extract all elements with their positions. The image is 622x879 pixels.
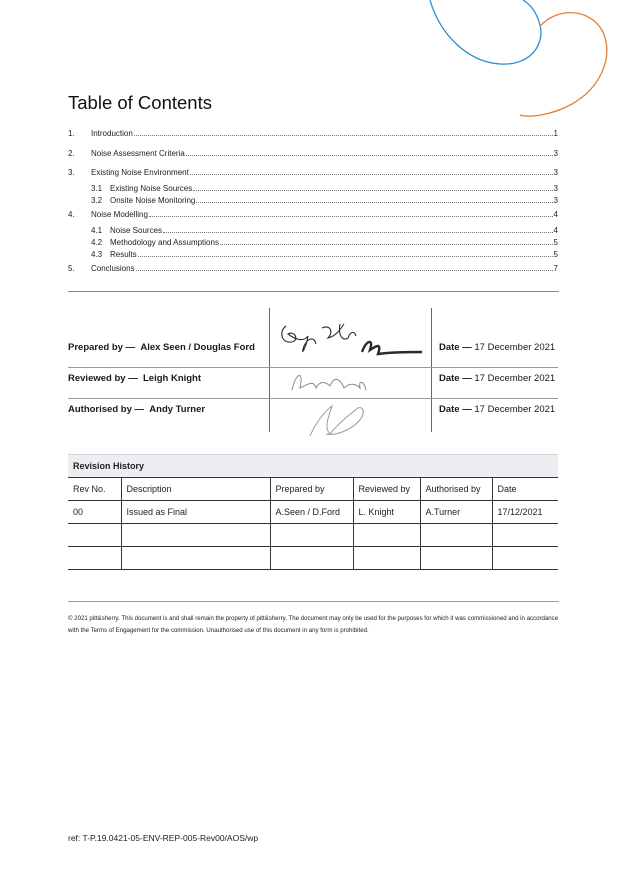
column-header: Prepared by (270, 478, 353, 501)
toc-page: 3 (553, 149, 558, 158)
toc-leader (134, 128, 553, 136)
toc-page: 1 (553, 129, 558, 138)
toc-number: 3.1 (91, 184, 103, 193)
toc-page: 3 (553, 196, 558, 205)
toc-entry[interactable] (68, 195, 558, 206)
column-header: Authorised by (420, 478, 492, 501)
table-cell: L. Knight (353, 501, 420, 524)
toc-leader (196, 195, 552, 203)
table-cell (492, 547, 558, 570)
revision-title: Revision History (68, 455, 558, 478)
toc-leader (136, 263, 553, 271)
toc-entry[interactable] (68, 128, 558, 139)
toc-entry[interactable] (68, 209, 558, 220)
toc-leader (138, 249, 553, 257)
authorised-date: Date — 17 December 2021 (439, 404, 556, 415)
column-header: Reviewed by (353, 478, 420, 501)
toc-entry[interactable] (68, 263, 558, 274)
toc-number: 3.2 (91, 196, 103, 205)
toc-number: 5. (68, 264, 75, 273)
signature-authorised (310, 406, 363, 436)
table-cell (353, 524, 420, 547)
toc-text: Noise Modelling (91, 210, 148, 219)
table-cell (353, 547, 420, 570)
table-cell (121, 524, 270, 547)
table-cell (270, 547, 353, 570)
table-cell: A.Seen / D.Ford (270, 501, 353, 524)
prepared-names: Alex Seen / Douglas Ford (140, 342, 255, 353)
table-cell (68, 524, 121, 547)
prepared-date: Date — 17 December 2021 (439, 342, 556, 353)
table-cell: 00 (68, 501, 121, 524)
toc-page: 7 (553, 264, 558, 273)
table-cell (420, 547, 492, 570)
toc-number: 4.1 (91, 226, 103, 235)
toc-number: 4. (68, 210, 75, 219)
toc-leader (190, 167, 553, 175)
section-divider (68, 291, 559, 292)
toc-page: 3 (553, 168, 558, 177)
reviewed-label: Reviewed by — Leigh Knight (68, 373, 202, 384)
footer-divider (68, 601, 559, 602)
toc-page: 4 (553, 210, 558, 219)
table-cell: Issued as Final (121, 501, 270, 524)
signature-reviewed (292, 375, 366, 390)
toc-text: Introduction (91, 129, 133, 138)
toc-entry[interactable] (68, 183, 558, 194)
orange-curve (520, 13, 607, 116)
signature-prepared (282, 324, 422, 354)
toc-page: 5 (553, 250, 558, 259)
toc-leader (220, 237, 553, 245)
document-reference: ref: T-P.19.0421-05-ENV-REP-005-Rev00/AOS/wp (68, 833, 259, 843)
toc-text: Noise Sources (110, 226, 163, 235)
toc-text: Noise Assessment Criteria (91, 149, 185, 158)
table-cell (68, 547, 121, 570)
prepared-label: Prepared by — Alex Seen / Douglas Ford (68, 342, 255, 353)
toc-text: Existing Noise Sources (110, 184, 193, 193)
revision-header-row (68, 478, 558, 501)
toc-leader (149, 209, 553, 217)
toc-text: Existing Noise Environment (91, 168, 189, 177)
reviewed-date: Date — 17 December 2021 (439, 373, 556, 384)
toc-leader (193, 183, 552, 191)
toc-number: 2. (68, 149, 75, 158)
table-row (68, 501, 558, 524)
toc-title: Table of Contents (68, 92, 212, 113)
toc-entry[interactable] (68, 148, 558, 159)
table-cell (121, 547, 270, 570)
toc-entry[interactable] (68, 225, 558, 236)
toc-leader (163, 225, 553, 233)
table-cell: A.Turner (420, 501, 492, 524)
authorised-names: Andy Turner (149, 404, 206, 415)
revision-history-table (68, 454, 558, 570)
toc-number: 1. (68, 129, 75, 138)
toc-entry[interactable] (68, 237, 558, 248)
authorised-label: Authorised by — Andy Turner (68, 404, 206, 415)
toc-leader (186, 148, 553, 156)
table-cell (420, 524, 492, 547)
toc-page: 4 (553, 226, 558, 235)
toc-text: Results (110, 250, 137, 259)
toc-number: 4.2 (91, 238, 103, 247)
reviewed-names: Leigh Knight (142, 373, 202, 384)
table-row (68, 524, 558, 547)
column-header: Description (121, 478, 270, 501)
toc-entry[interactable] (68, 167, 558, 178)
table-cell (492, 524, 558, 547)
column-header: Date (492, 478, 558, 501)
revision-title-row (68, 455, 558, 478)
table-cell (270, 524, 353, 547)
blue-curve (430, 0, 541, 64)
table-row (68, 547, 558, 570)
toc-text: Methodology and Assumptions (110, 238, 219, 247)
toc-text: Onsite Noise Monitoring (110, 196, 196, 205)
table-cell: 17/12/2021 (492, 501, 558, 524)
toc-page: 5 (553, 238, 558, 247)
signatures (270, 310, 430, 440)
toc-page: 3 (553, 184, 558, 193)
toc-number: 3. (68, 168, 75, 177)
column-header: Rev No. (68, 478, 121, 501)
toc-entry[interactable] (68, 249, 558, 260)
toc-number: 4.3 (91, 250, 103, 259)
copyright-notice: © 2021 pitt&sherry. This document is and shall remain the property of pitt&sherry. The document may only be used for the purposes for which it was commissioned and in accordance with the Terms of Engagement for the commission. Unauthorised use of this document in any form is prohibited. (68, 615, 559, 634)
toc-text: Conclusions (91, 264, 135, 273)
